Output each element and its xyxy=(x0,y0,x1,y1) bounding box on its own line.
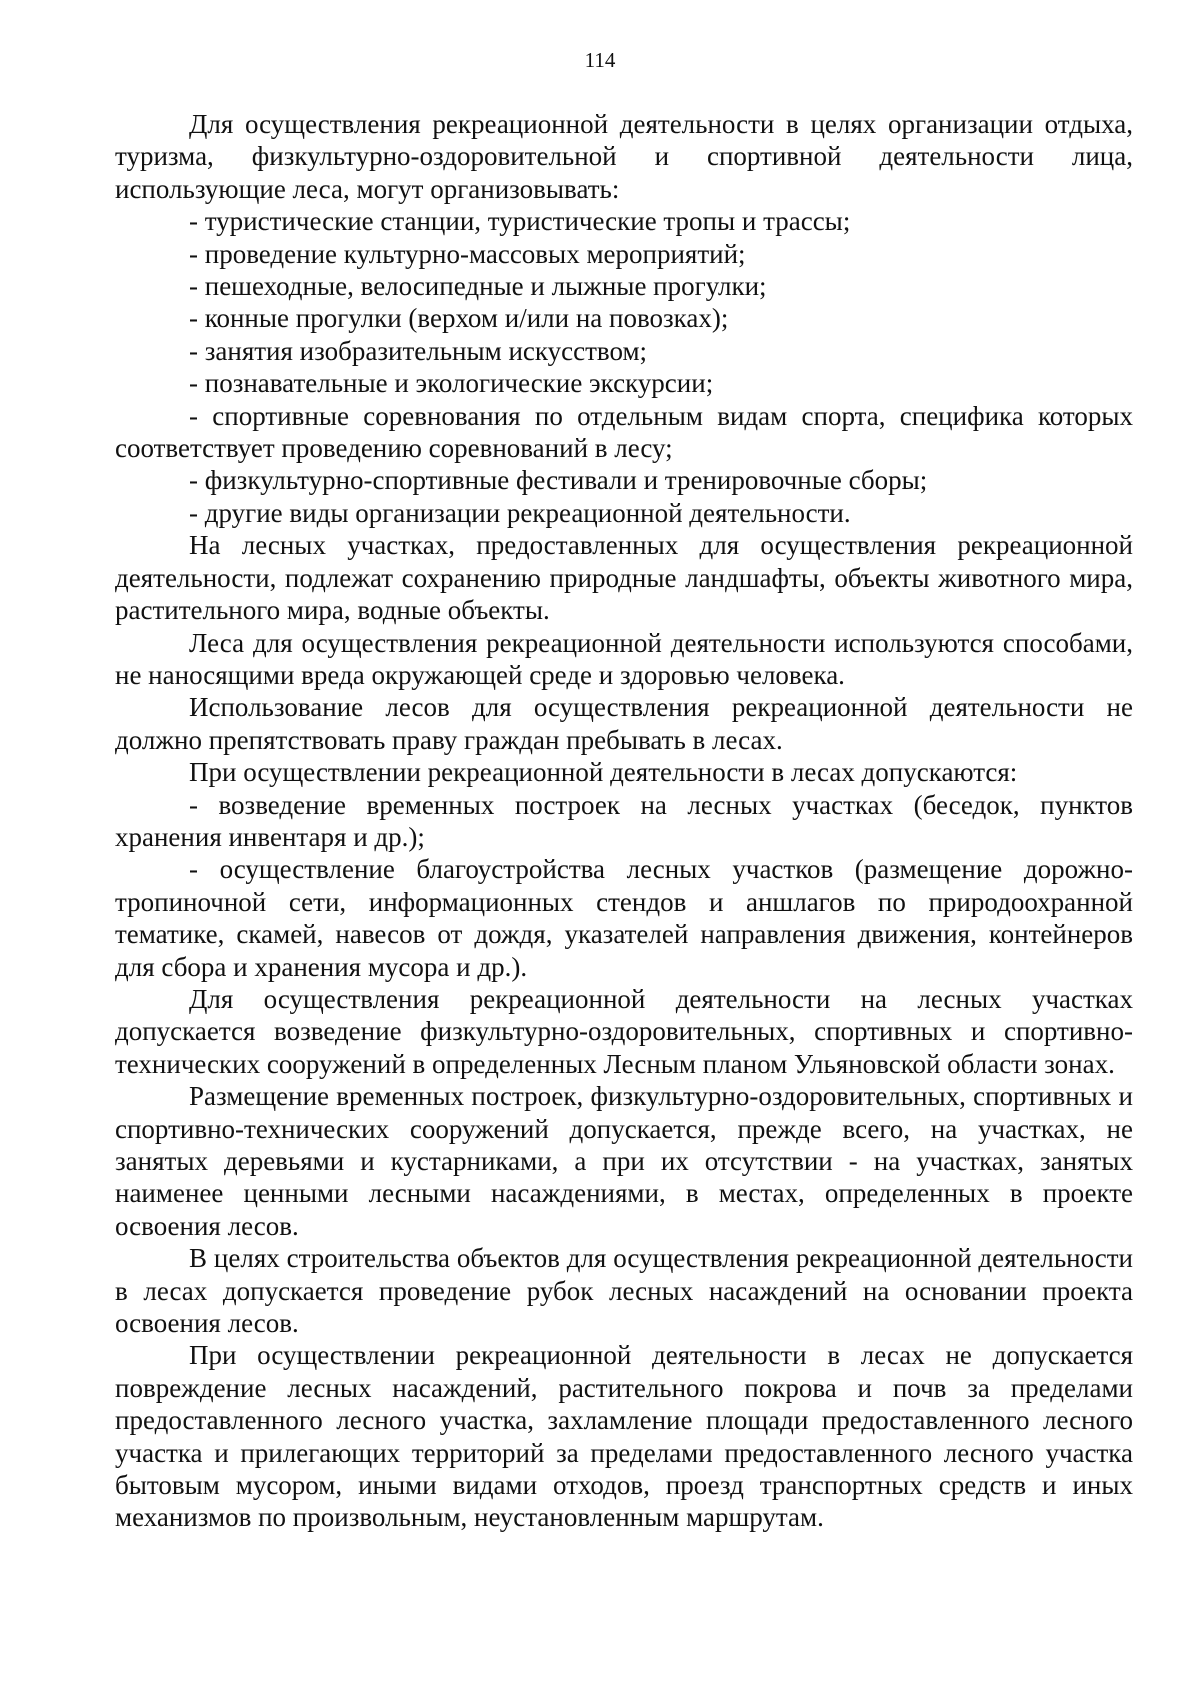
page-number: 114 xyxy=(584,48,616,72)
list-item-excursions: - познавательные и экологические экскурсии; xyxy=(189,368,714,399)
list-item-walks: - пешеходные, велосипедные и лыжные прогулки; xyxy=(189,271,767,302)
document-body xyxy=(115,108,1133,1534)
list-item-landscaping: - осуществление благоустройства лесных участков (размещение дорожно-тропиночной сети, информационных стендов и аншлагов по природоохранной тематике, скамей, навесов от дождя, указателей направления движения, контейнеров для сбора и хранения мусора и др.). xyxy=(115,854,1133,982)
list-item-other: - другие виды организации рекреационной деятельности. xyxy=(189,497,851,528)
paragraph-citizens-rights: Использование лесов для осуществления рекреационной деятельности не должно препятствовать праву граждан пребывать в лесах. xyxy=(115,692,1133,755)
list-item-festivals: - физкультурно-спортивные фестивали и тренировочные сборы; xyxy=(189,465,928,496)
paragraph-intro: Для осуществления рекреационной деятельности в целях организации отдыха, туризма, физкультурно-оздоровительной и спортивной деятельности лица, использующие леса, могут организовывать: xyxy=(115,109,1133,204)
list-item-cultural-events: - проведение культурно-массовых мероприятий; xyxy=(189,238,746,269)
list-item-horse-rides: - конные прогулки (верхом и/или на повозках); xyxy=(189,303,729,334)
list-item-competitions: - спортивные соревнования по отдельным видам спорта, специфика которых соответствует проведению соревнований в лесу; xyxy=(115,400,1133,464)
paragraph-sports-facilities: Для осуществления рекреационной деятельности на лесных участках допускается возведение физкультурно-оздоровительных, спортивных и спортивно-технических сооружений в определенных Лесным планом Ульяновской области зонах. xyxy=(115,983,1133,1079)
paragraph-preservation: На лесных участках, предоставленных для осуществления рекреационной деятельности, подлежат сохранению природные ландшафты, объекты животного мира, растительного мира, водные объекты. xyxy=(115,530,1133,626)
list-item-temporary-buildings: - возведение временных построек на лесных участках (беседок, пунктов хранения инвентаря и др.); xyxy=(115,789,1133,852)
paragraph-permitted: При осуществлении рекреационной деятельности в лесах допускаются: xyxy=(189,757,1018,788)
paragraph-methods: Леса для осуществления рекреационной деятельности используются способами, не наносящими вреда окружающей среде и здоровью человека. xyxy=(115,627,1133,690)
paragraph-logging: В целях строительства объектов для осуществления рекреационной деятельности в лесах допускается проведение рубок лесных насаждений на основании проекта освоения лесов. xyxy=(115,1243,1133,1339)
paragraph-placement: Размещение временных построек, физкультурно-оздоровительных, спортивных и спортивно-технических сооружений допускается, прежде всего, на участках, не занятых деревьями и кустарниками, а при их отсутствии - на участках, занятых наименее ценными лесными насаждениями, в местах, определенных в проекте освоения лесов. xyxy=(115,1081,1133,1241)
list-item-fine-arts: - занятия изобразительным искусством; xyxy=(189,335,648,366)
list-item-tourist-stations: - туристические станции, туристические тропы и трассы; xyxy=(189,206,851,237)
paragraph-prohibitions: При осуществлении рекреационной деятельности в лесах не допускается повреждение лесных насаждений, растительного покрова и почв за пределами предоставленного лесного участка, захламление площади предоставленного лесного участка и прилегающих территорий за пределами предоставленного лесного участка бытовым мусором, иными видами отходов, проезд транспортных средств и иных механизмов по произвольным, неустановленным маршрутам. xyxy=(115,1340,1133,1533)
